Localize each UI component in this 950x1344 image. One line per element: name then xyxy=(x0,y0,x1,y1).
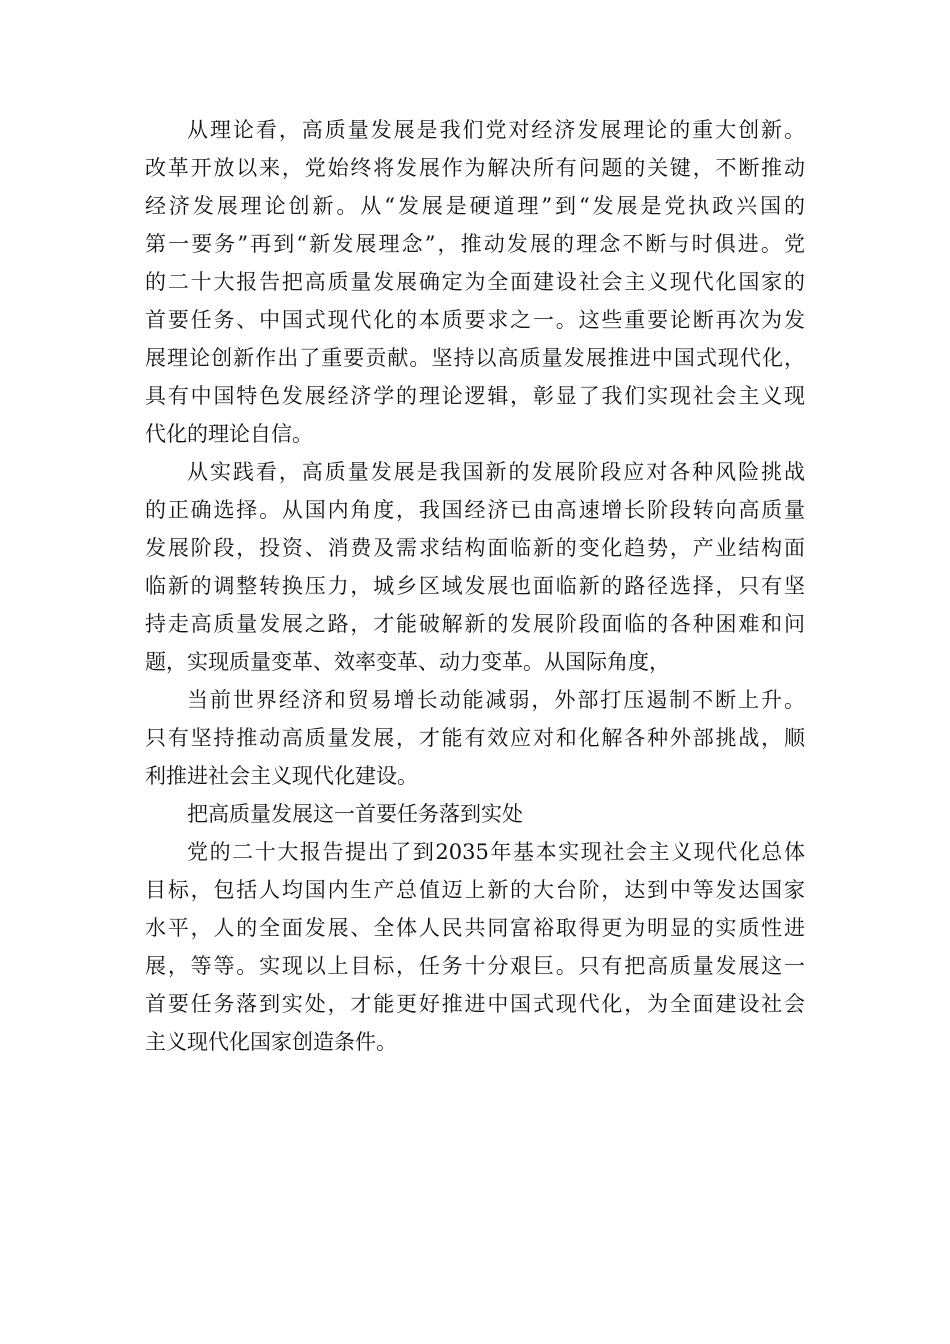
paragraph-2-line-1: 从实践看，高质量发展是我国新的发展阶段应对各种风险挑战 xyxy=(187,460,805,484)
paragraph-5-line-6: 主义现代化国家创造条件。 xyxy=(145,1030,397,1054)
paragraph-1-line-7: 展理论创新作出了重要贡献。坚持以高质量发展推进中国式现代化， xyxy=(145,346,805,370)
paragraph-1-line-9: 代化的理论自信。 xyxy=(145,422,313,446)
paragraph-3-line-3: 利推进社会主义现代化建设。 xyxy=(145,764,418,788)
paragraph-1-line-3: 经济发展理论创新。从“发展是硬道理”到“发展是党执政兴国的 xyxy=(145,194,805,218)
paragraph-2-line-4: 临新的调整转换压力，城乡区域发展也面临新的路径选择，只有坚 xyxy=(145,574,805,598)
paragraph-1-line-4: 第一要务”再到“新发展理念”，推动发展的理念不断与时俱进。党 xyxy=(145,232,805,256)
paragraph-1-line-5: 的二十大报告把高质量发展确定为全面建设社会主义现代化国家的 xyxy=(145,270,805,294)
paragraph-5-line-4: 展，等等。实现以上目标，任务十分艰巨。只有把高质量发展这一 xyxy=(145,954,805,978)
paragraph-2-line-6: 题，实现质量变革、效率变革、动力变革。从国际角度， xyxy=(145,650,670,674)
paragraph-3-line-1: 当前世界经济和贸易增长动能减弱，外部打压遏制不断上升。 xyxy=(187,688,805,712)
paragraph-1-line-6: 首要任务、中国式现代化的本质要求之一。这些重要论断再次为发 xyxy=(145,308,805,332)
paragraph-5-line-5: 首要任务落到实处，才能更好推进中国式现代化，为全面建设社会 xyxy=(145,992,805,1016)
paragraph-2-line-3: 发展阶段，投资、消费及需求结构面临新的变化趋势，产业结构面 xyxy=(145,536,805,560)
paragraph-5-line-2: 目标，包括人均国内生产总值迈上新的大台阶，达到中等发达国家 xyxy=(145,878,805,902)
paragraph-5-line-3: 水平，人的全面发展、全体人民共同富裕取得更为明显的实质性进 xyxy=(145,916,805,940)
section-heading: 把高质量发展这一首要任务落到实处 xyxy=(187,802,523,826)
paragraph-5-line-1: 党的二十大报告提出了到2035年基本实现社会主义现代化总体 xyxy=(187,840,805,864)
paragraph-2-line-2: 的正确选择。从国内角度，我国经济已由高速增长阶段转向高质量 xyxy=(145,498,805,522)
paragraph-1-line-1: 从理论看，高质量发展是我们党对经济发展理论的重大创新。 xyxy=(187,118,805,142)
paragraph-1-line-8: 具有中国特色发展经济学的理论逻辑，彰显了我们实现社会主义现 xyxy=(145,384,805,408)
paragraph-1-line-2: 改革开放以来，党始终将发展作为解决所有问题的关键，不断推动 xyxy=(145,156,805,180)
paragraph-2-line-5: 持走高质量发展之路，才能破解新的发展阶段面临的各种困难和问 xyxy=(145,612,805,636)
paragraph-3-line-2: 只有坚持推动高质量发展，才能有效应对和化解各种外部挑战，顺 xyxy=(145,726,805,750)
